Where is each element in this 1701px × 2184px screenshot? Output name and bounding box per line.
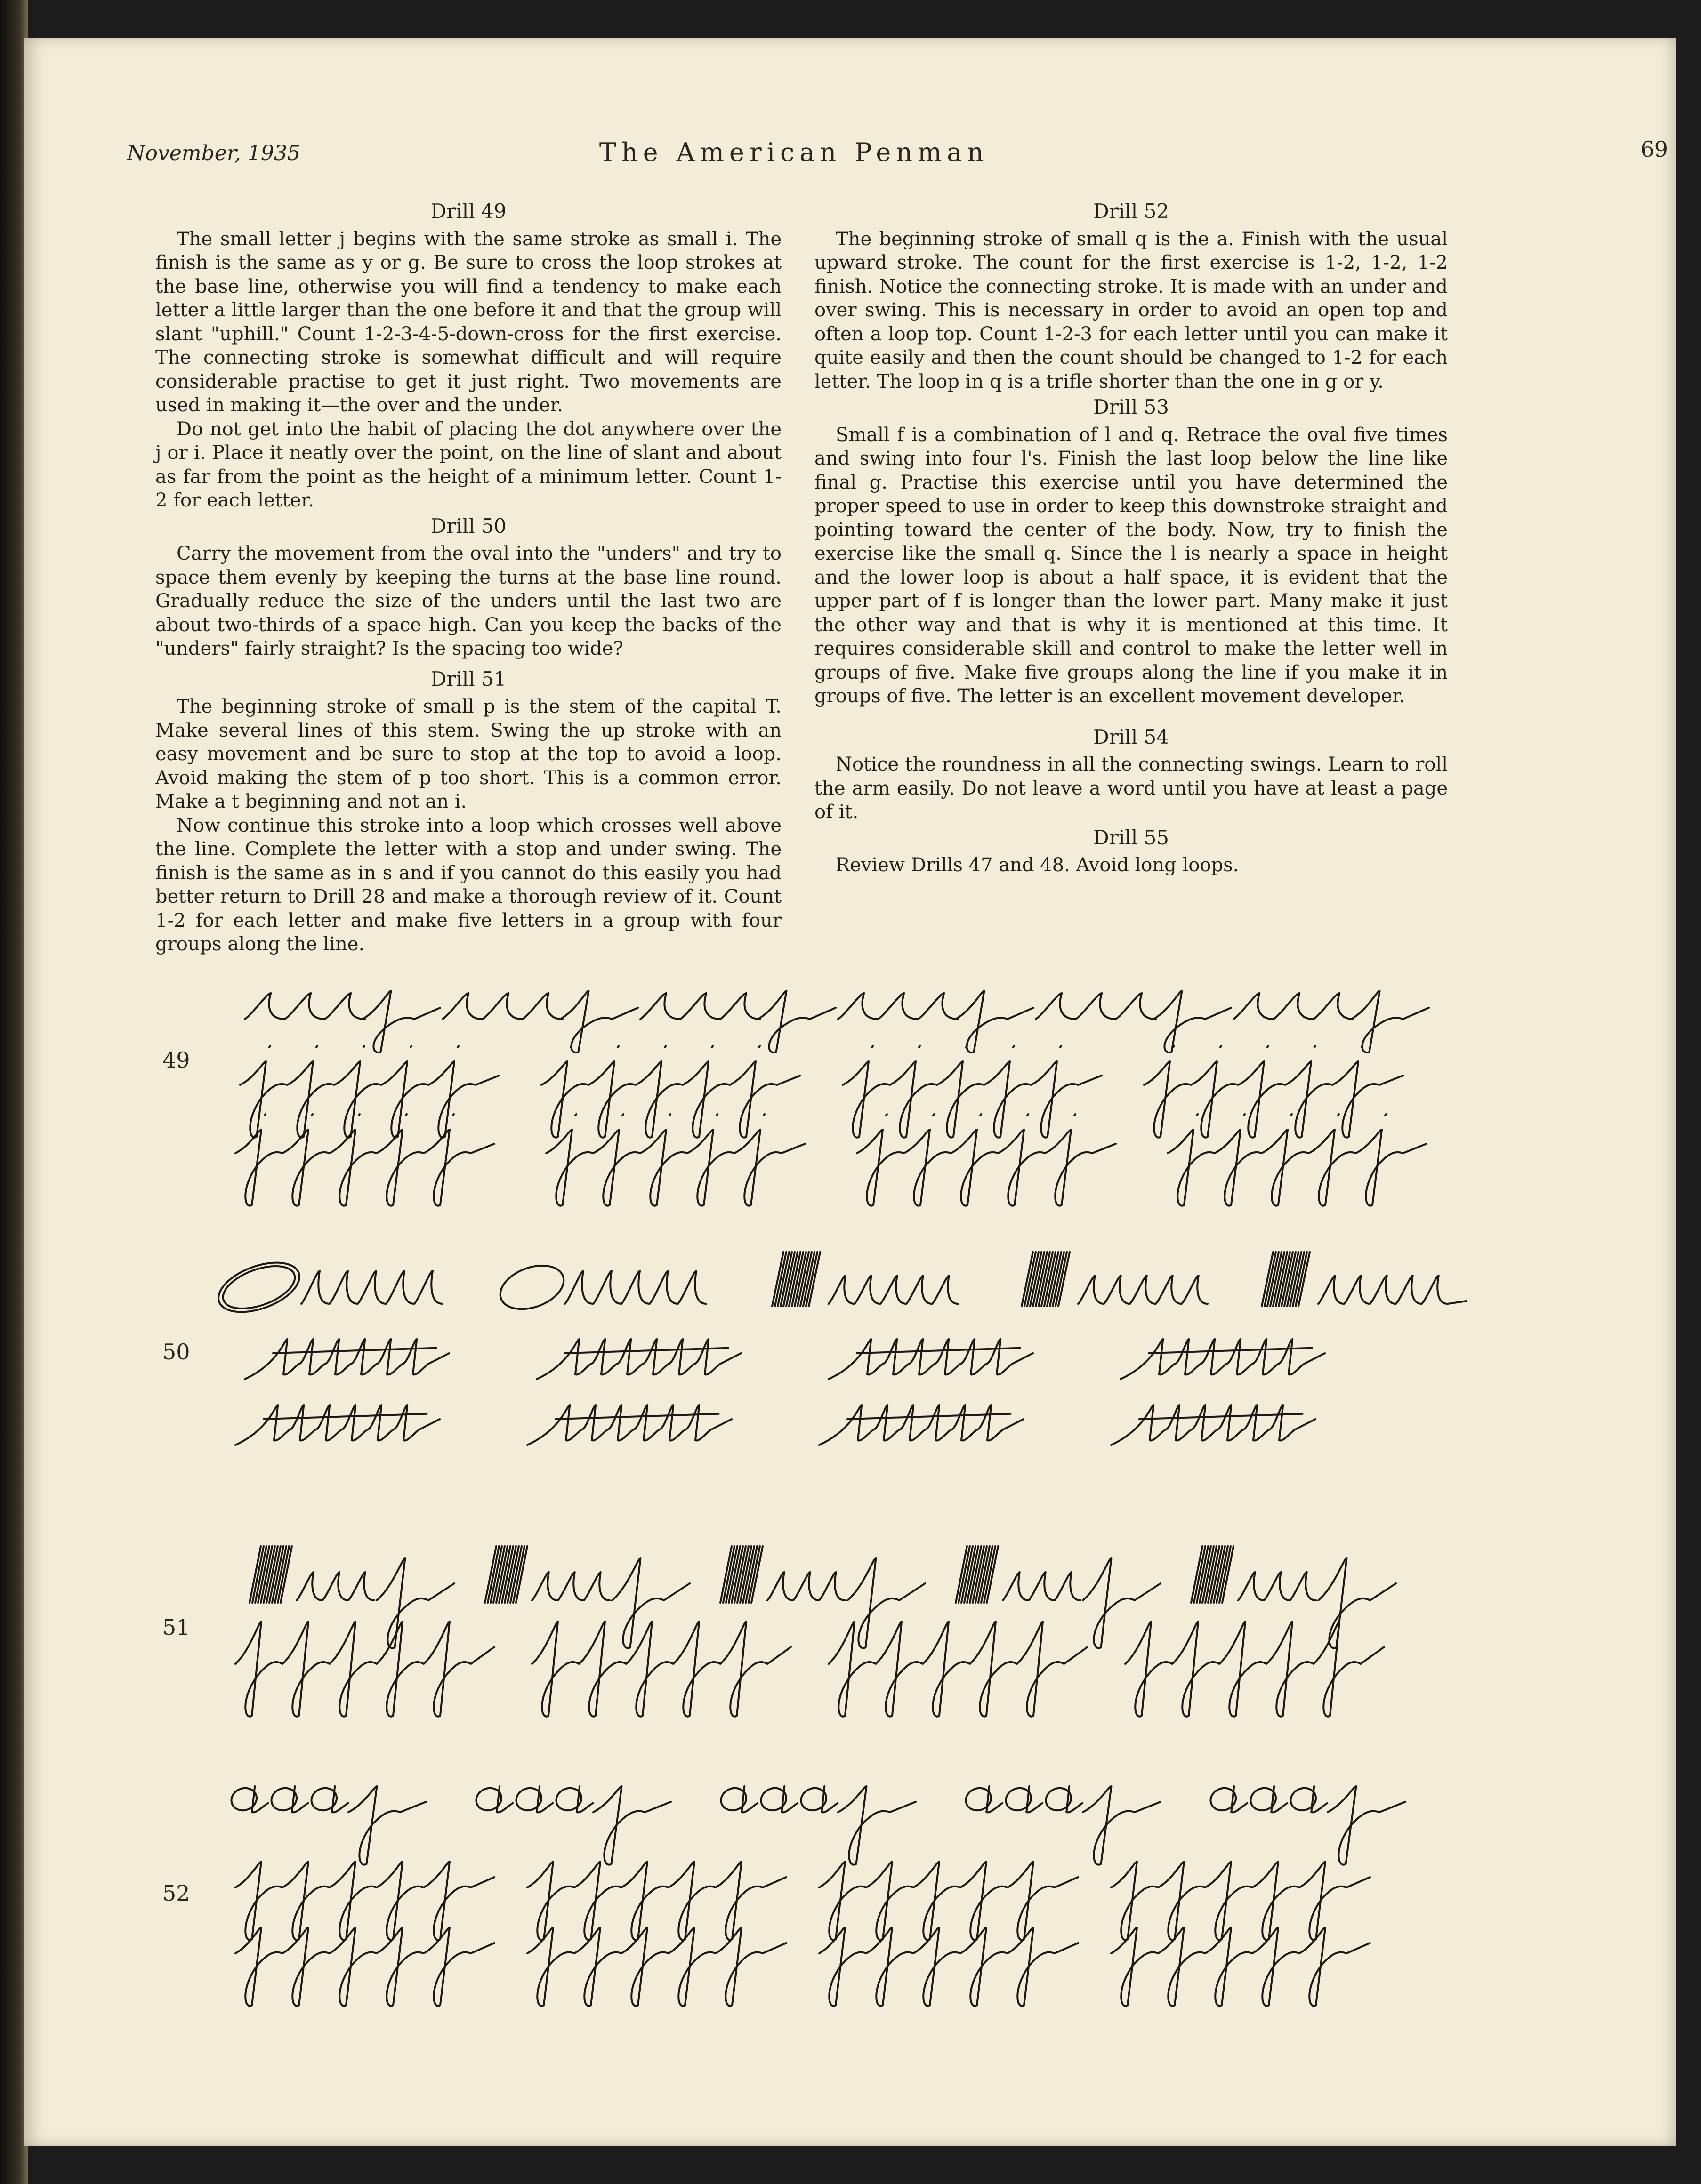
drill-heading: Drill 51 — [430, 667, 507, 691]
drill-52-specimen — [228, 1784, 1405, 2006]
specimen-label-51: 51 — [162, 1614, 190, 1640]
specimen-label-50: 50 — [162, 1339, 190, 1365]
drill-paragraph: Notice the roundness in all the connecting swings. Learn to roll the arm easily. Do not leave a word until you have at least a page of it. — [814, 754, 1448, 823]
specimen-label-49: 49 — [162, 1047, 190, 1073]
drill-heading: Drill 52 — [1093, 200, 1169, 223]
drill-50-specimen — [212, 1252, 1467, 1445]
header-date: November, 1935 — [127, 141, 300, 165]
drill-paragraph: The beginning stroke of small p is the stem of the capital T. Make several lines of this stem. Swing the up stroke with an easy movement and be sure to stop at the top to avoid a loop. Avoid making the stem of p too short. This is a common error. Make a t beginning and not an i. — [155, 696, 782, 812]
drill-heading: Drill 55 — [1093, 826, 1169, 849]
drill-heading: Drill 54 — [1093, 725, 1169, 748]
drill-paragraph: Small f is a combination of l and q. Retrace the oval five times and swing into four l's. Finish the last loop below the line like final g. Practise this exercise until you have determined the proper speed to use in order to keep this downstroke straight and pointing toward the center of the body. Now, try to finish the exercise like the small q. Since the l is nearly a space in height and the lower loop is about a half space, it is evident that the upper part of f is longer than the lower part. Many make it just the other way and that is why it is mentioned at this time. It requires considerable skill and control to make the letter well in groups of five. Make five groups along the line if you make it in groups of five. The letter is an excellent movement developer. — [814, 424, 1448, 707]
drill-paragraph: Review Drills 47 and 48. Avoid long loops. — [836, 854, 1239, 876]
drill-51-specimen — [235, 1546, 1396, 1717]
drill-49-specimen — [235, 991, 1429, 1206]
page-number: 69 — [1640, 136, 1668, 162]
drill-paragraph: Now continue this stroke into a loop which crosses well above the line. Complete the letter with a stop and under swing. The finish is the same as in s and if you cannot do this easily you had better return to Drill 28 and make a thorough review of it. Count 1-2 for each letter and make five letters in a group with four groups along the line. — [155, 814, 782, 955]
drill-paragraph: Carry the movement from the oval into the "unders" and try to space them evenly by keeping the turns at the base line round. Gradually reduce the size of the unders until the last two are about two-thirds of a space high. Can you keep the backs of the "unders" fairly straight? Is the spacing too wide? — [155, 543, 782, 659]
header-title: The American Penman — [599, 137, 989, 167]
drill-paragraph: Do not get into the habit of placing the dot anywhere over the j or i. Place it neatly over the point, on the line of slant and about as far from the point as the height of a minimum letter. Count 1-2 for each letter. — [155, 418, 782, 511]
drill-paragraph: The small letter j begins with the same stroke as small i. The finish is the same as y or g. Be sure to cross the loop strokes at the base line, otherwise you will find a tendency to make each letter a little larger than the one before it and that the group will slant "uphill." Count 1-2-3-4-5-down-cross for the first exercise. The connecting stroke is somewhat difficult and will require considerable practise to get it just right. Two movements are used in making it—the over and the under. — [155, 228, 782, 416]
drill-heading: Drill 50 — [430, 514, 507, 538]
drill-paragraph: The beginning stroke of small q is the a. Finish with the usual upward stroke. The count for the first exercise is 1-2, 1-2, 1-2 finish. Notice the connecting stroke. It is made with an under and over swing. This is necessary in order to avoid an open top and often a loop top. Count 1-2-3 for each letter until you can make it quite easily and then the count should be changed to 1-2 for each letter. The loop in q is a trifle shorter than the one in g or y. — [814, 228, 1448, 393]
drill-heading: Drill 49 — [430, 200, 507, 223]
specimen-label-52: 52 — [162, 1880, 190, 1906]
drill-heading: Drill 53 — [1093, 395, 1169, 418]
